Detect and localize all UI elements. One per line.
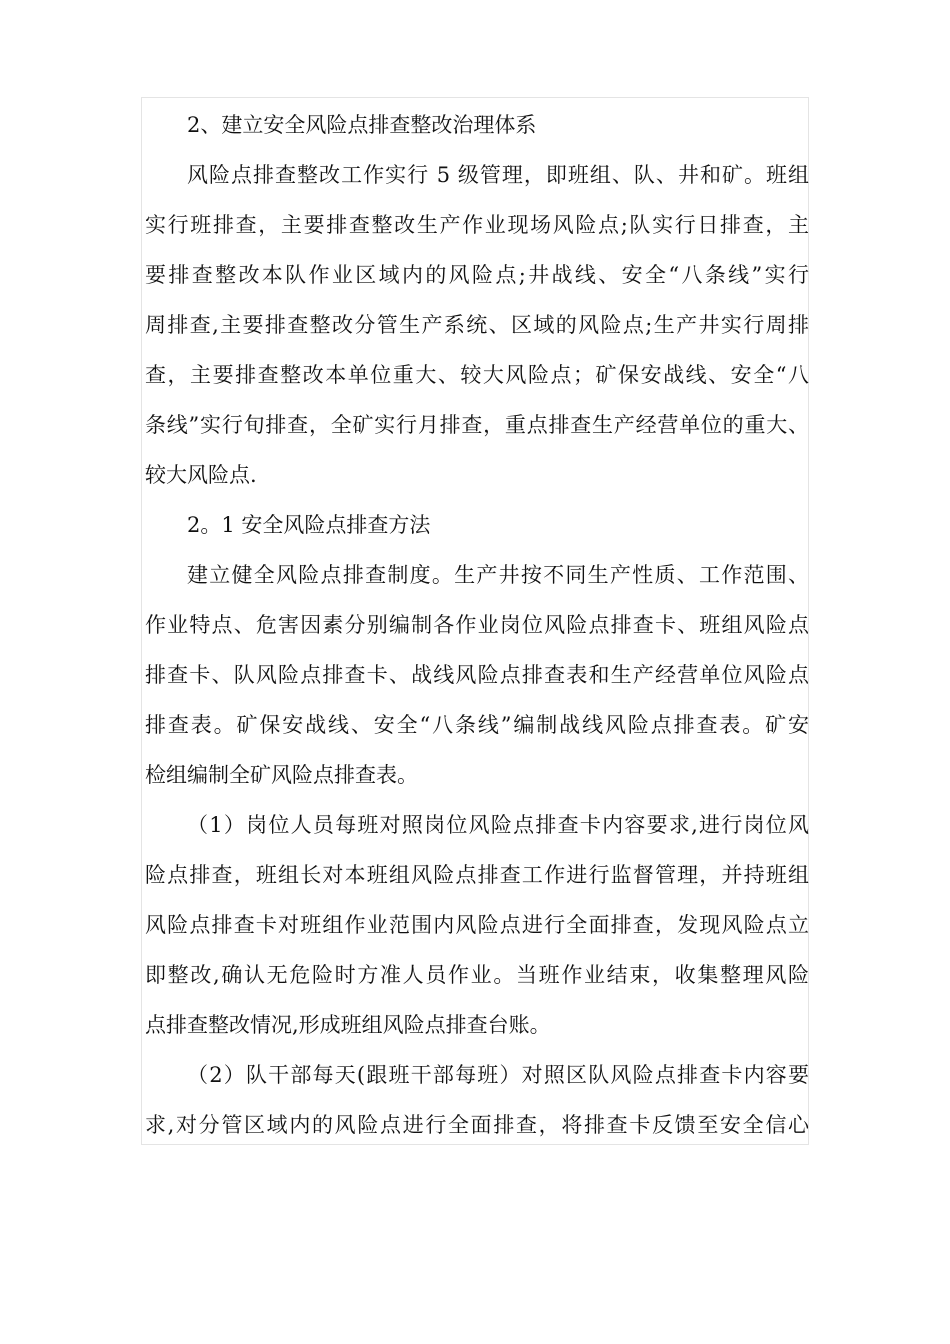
paragraph-line: 险点排查，班组长对本班组风险点排查工作进行监督管理，并持班组 (145, 863, 809, 887)
paragraph-line: 建立健全风险点排查制度。生产井按不同生产性质、工作范围、 (187, 563, 809, 587)
paragraph-line: 风险点排查整改工作实行 5 级管理，即班组、队、井和矿。班组 (187, 163, 809, 187)
document-body (145, 100, 809, 1150)
paragraph-line: 周排查,主要排查整改分管生产系统、区域的风险点;生产井实行周排 (145, 313, 809, 337)
paragraph-line: 条线”实行旬排查，全矿实行月排查，重点排查生产经营单位的重大、 (145, 413, 809, 437)
paragraph-line: 作业特点、危害因素分别编制各作业岗位风险点排查卡、班组风险点 (145, 613, 809, 637)
section-heading: 2、建立安全风险点排查整改治理体系 (187, 113, 537, 137)
paragraph-line: 排查表。矿保安战线、安全“八条线”编制战线风险点排查表。矿安 (145, 713, 809, 737)
paragraph-line: （1）岗位人员每班对照岗位风险点排查卡内容要求,进行岗位风 (187, 813, 809, 837)
paragraph-line: 排查卡、队风险点排查卡、战线风险点排查表和生产经营单位风险点 (145, 663, 809, 687)
paragraph-line: 实行班排查，主要排查整改生产作业现场风险点;队实行日排查，主 (145, 213, 809, 237)
paragraph-line: （2）队干部每天(跟班干部每班）对照区队风险点排查卡内容要 (187, 1063, 809, 1087)
paragraph-line: 点排查整改情况,形成班组风险点排查台账。 (145, 1013, 551, 1037)
paragraph-line: 风险点排查卡对班组作业范围内风险点进行全面排查，发现风险点立 (145, 913, 809, 937)
paragraph-line: 要排查整改本队作业区域内的风险点;井战线、安全“八条线”实行 (145, 263, 809, 287)
paragraph-line: 查，主要排查整改本单位重大、较大风险点；矿保安战线、安全“八 (145, 363, 809, 387)
paragraph-line: 求,对分管区域内的风险点进行全面排查，将排查卡反馈至安全信心 (145, 1113, 809, 1137)
paragraph-line: 较大风险点. (145, 463, 257, 487)
paragraph-line: 即整改,确认无危险时方准人员作业。当班作业结束，收集整理风险 (145, 963, 809, 987)
subsection-heading: 2。1 安全风险点排查方法 (187, 513, 431, 537)
paragraph-line: 检组编制全矿风险点排查表。 (145, 763, 418, 787)
